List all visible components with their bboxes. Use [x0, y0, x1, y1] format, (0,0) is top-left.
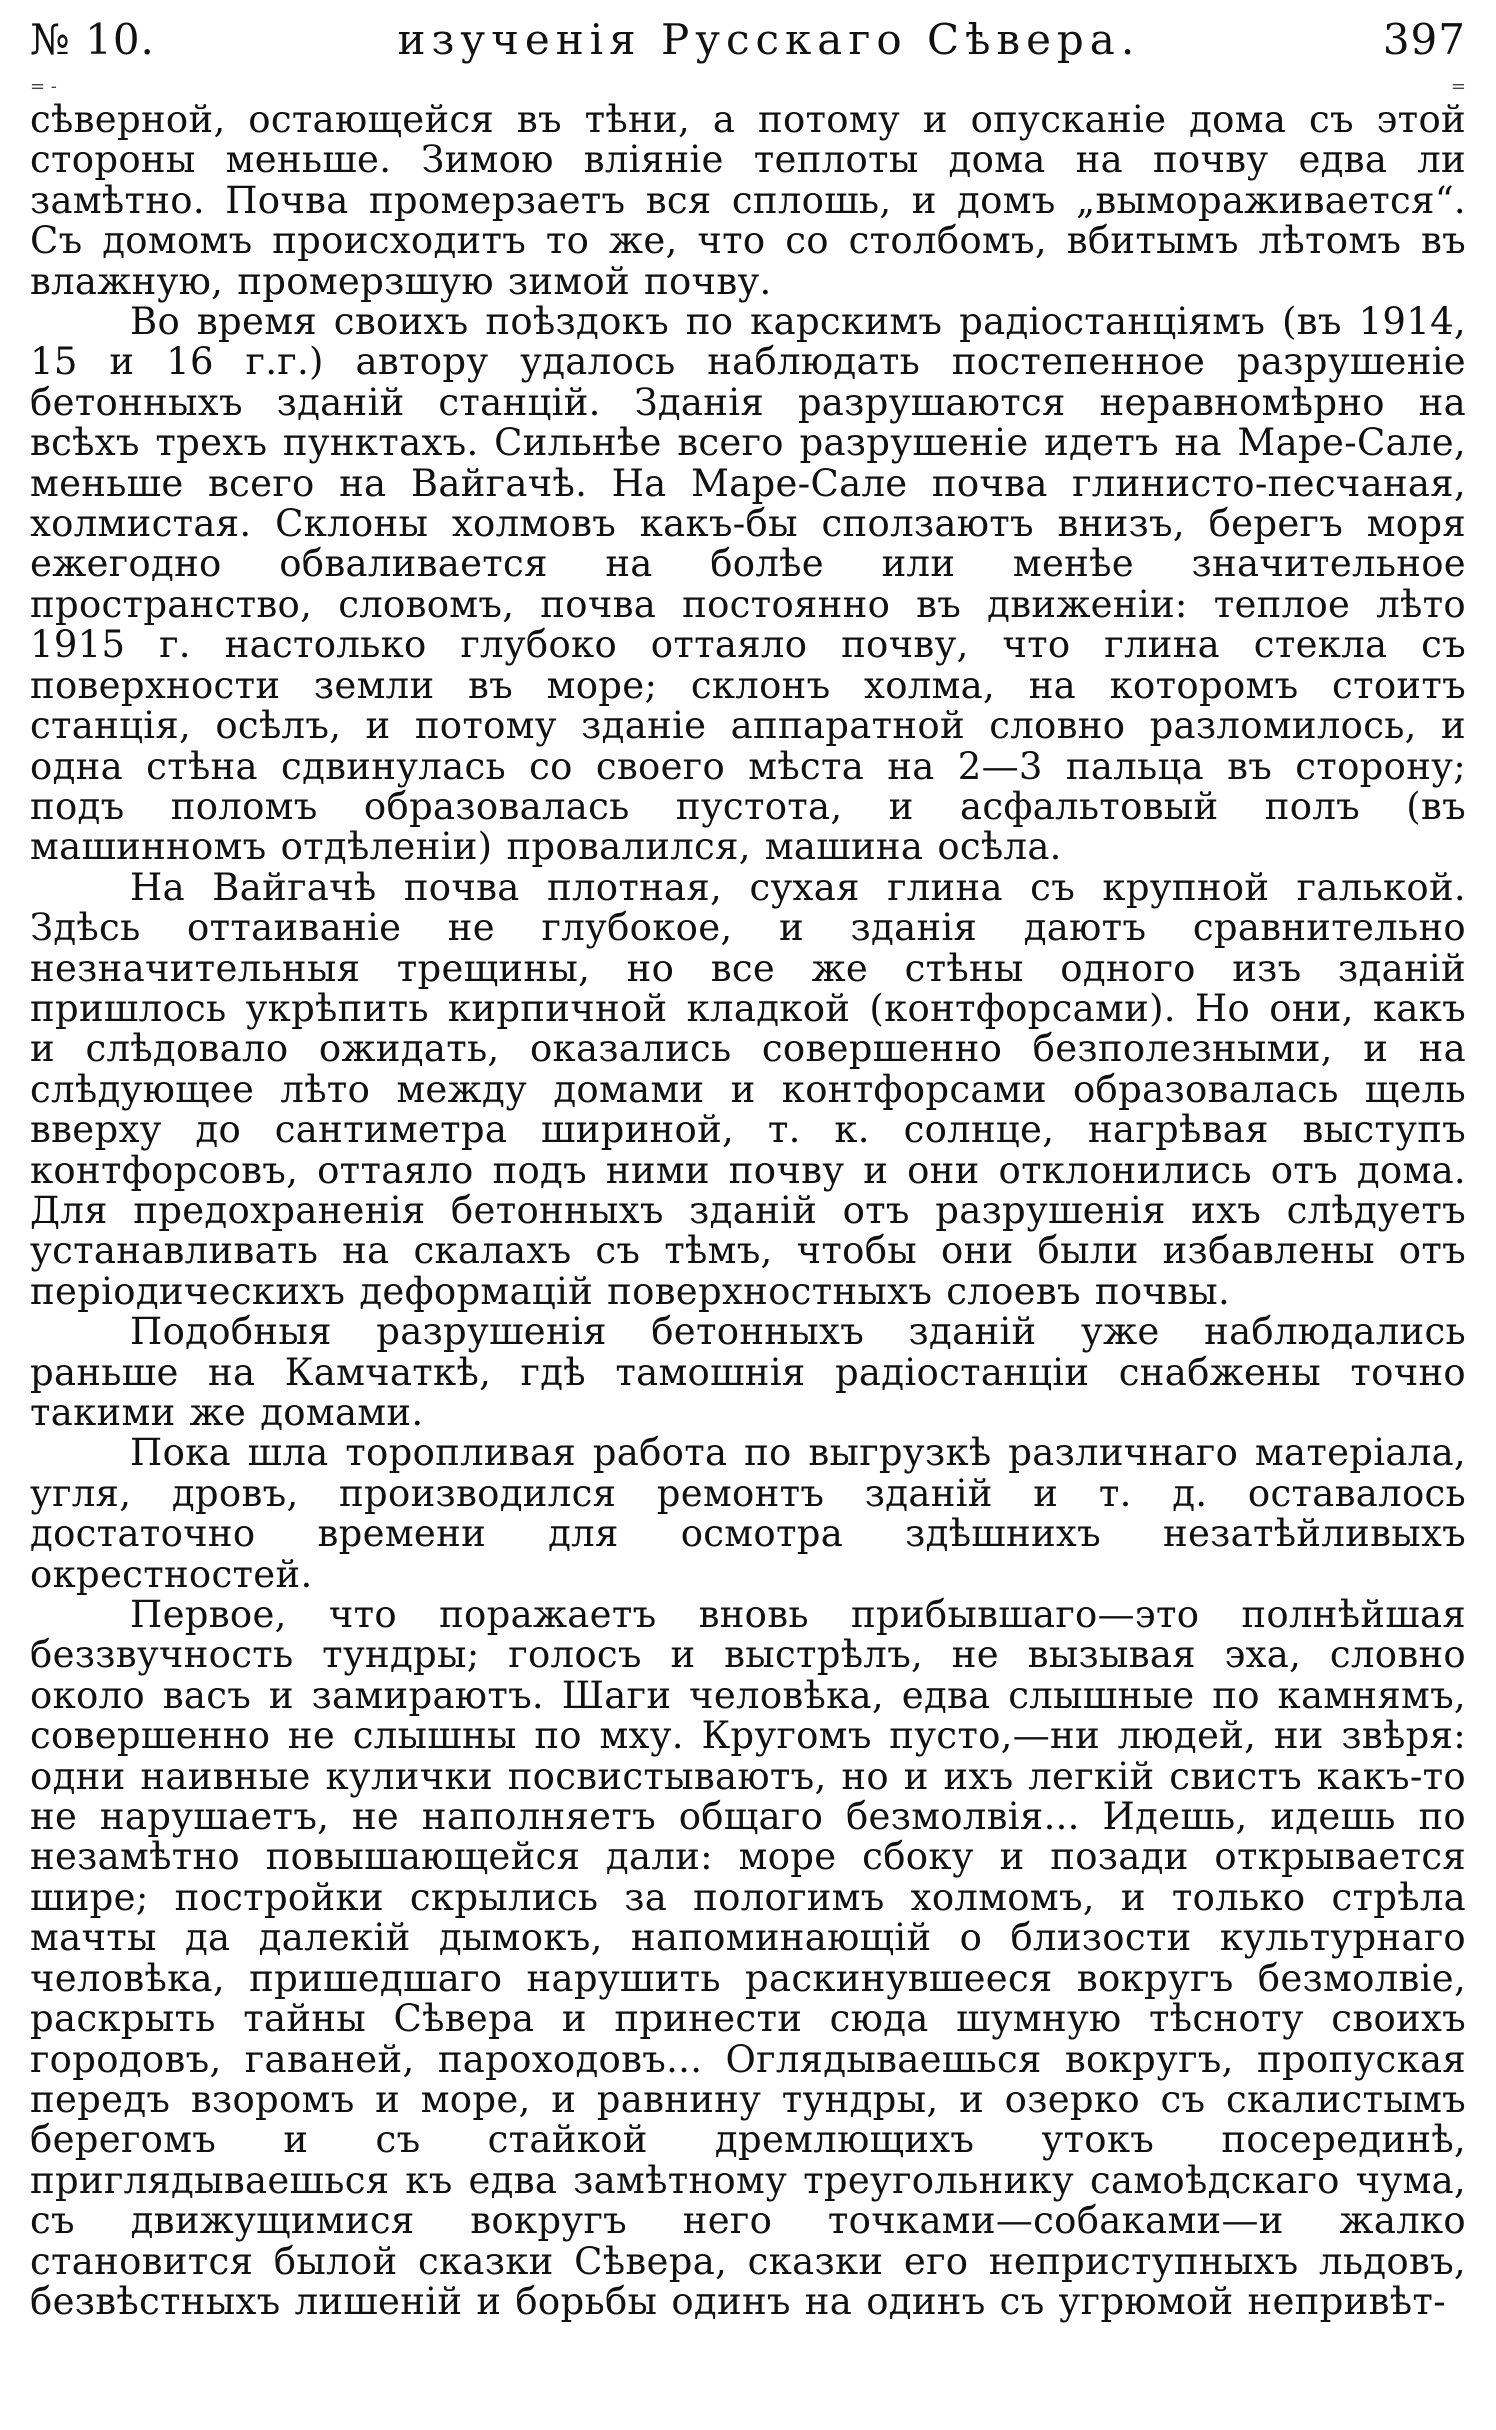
paragraph: Пока шла торопливая работа по выгрузкѣ различнаго матеріала, угля, дровъ, производился ремонтъ зданій и т. д. оставалось достаточно времени для осмотра здѣшнихъ незатѣйливыхъ окрестностей.: [30, 1431, 1466, 1596]
print-marks: [30, 74, 1466, 100]
document-page: [30, 14, 1466, 2414]
running-head: [30, 14, 1466, 74]
paragraph-continuation: сѣверной, остающейся въ тѣни, а потому и опусканіе дома съ этой стороны меньше. Зимою вліяніе теплоты дома на почву едва ли замѣтно. Почва промерзаетъ вся сплошь, и домъ „вымораживается“. Съ домомъ происходитъ то же, что со столбомъ, вбитымъ лѣтомъ въ влажную, промерзшую зимой почву.: [30, 98, 1466, 303]
paragraph: Первое, что поражаетъ вновь прибывшаго—это полнѣйшая беззвучность тундры; голосъ и выстрѣлъ, не вызывая эха, словно около васъ и замираютъ. Шаги человѣка, едва слышные по камнямъ, совершенно не слышны по мху. Кругомъ пусто,—ни людей, ни звѣря: одни наивные кулички посвистываютъ, но и ихъ легкій свистъ какъ-то не нарушаетъ, не наполняетъ общаго безмолвія... Идешь, идешь по незамѣтно повышающейся дали: море сбоку и позади открывается шире; постройки скрылись за пологимъ холмомъ, и только стрѣла мачты да далекій дымокъ, напоминающій о близости культурнаго человѣка, пришедшаго нарушить раскинувшееся вокругъ безмолвіе, раскрыть тайны Сѣвера и принести сюда шумную тѣсноту своихъ городовъ, гаваней, пароходовъ... Оглядываешься вокругъ, пропуская передъ взоромъ и море, и равнину тундры, и озерко съ скалистымъ берегомъ и съ стайкой дремлющихъ утокъ посерединѣ, приглядываешься къ едва замѣтному треугольнику самоѣдскаго чума, съ движущимися вокругъ него точками—собаками—и жалко становится былой сказки Сѣвера, сказки его неприступныхъ льдовъ, безвѣстныхъ лишеній и борьбы одинъ на одинъ съ угрюмой непривѣт-: [30, 1593, 1466, 2323]
body-text: [30, 100, 1466, 2322]
paragraph: На Вайгачѣ почва плотная, сухая глина съ крупной галькой. Здѣсь оттаиваніе не глубокое, и зданія даютъ сравнительно незначительныя трещины, но все же стѣны одного изъ зданій пришлось укрѣпить кирпичной кладкой (контфорсами). Но они, какъ и слѣдовало ожидать, оказались совершенно безполезными, и на слѣдующее лѣто между домами и контфорсами образовалась щель вверху до сантиметра шириной, т. к. солнце, нагрѣвая выступъ контфорсовъ, оттаяло подъ ними почву и они отклонились отъ дома. Для предохраненія бетонныхъ зданій отъ разрушенія ихъ слѣдуетъ устанавливать на скалахъ съ тѣмъ, чтобы они были избавлены отъ періодическихъ деформацій поверхностныхъ слоевъ почвы.: [30, 865, 1466, 1313]
paragraph: Во время своихъ поѣздокъ по карскимъ радіостанціямъ (въ 1914, 15 и 16 г.г.) автору удалось наблюдать постепенное разрушеніе бетонныхъ зданій станцій. Зданія разрушаются неравномѣрно на всѣхъ трехъ пунктахъ. Сильнѣе всего разрушеніе идетъ на Маре-Сале, меньше всего на Вайгачѣ. На Маре-Сале почва глинисто-песчаная, холмистая. Склоны холмовъ какъ-бы сползаютъ внизъ, берегъ моря ежегодно обваливается на болѣе или менѣе значительное пространство, словомъ, почва постоянно въ движеніи: теплое лѣто 1915 г. настолько глубоко оттаяло почву, что глина стекла съ поверхности земли въ море; склонъ холма, на которомъ стоитъ станція, осѣлъ, и потому зданіе аппаратной словно разломилось, и одна стѣна сдвинулась со своего мѣста на 2—3 пальца въ сторону; подъ поломъ образовалась пустота, и асфальтовый полъ (въ машинномъ отдѣленіи) провалился, машина осѣла.: [30, 300, 1466, 869]
print-mark-left: = -: [30, 76, 57, 97]
issue-number: № 10.: [30, 15, 155, 64]
page-number: 397: [1382, 15, 1466, 64]
running-title: изученія Русскаго Сѣвера.: [397, 15, 1141, 64]
paragraph: Подобныя разрушенія бетонныхъ зданій уже наблюдались раньше на Камчаткѣ, гдѣ тамошнія радіостанціи снабжены точно такими же домами.: [30, 1310, 1466, 1434]
print-mark-right: =: [1450, 76, 1466, 97]
